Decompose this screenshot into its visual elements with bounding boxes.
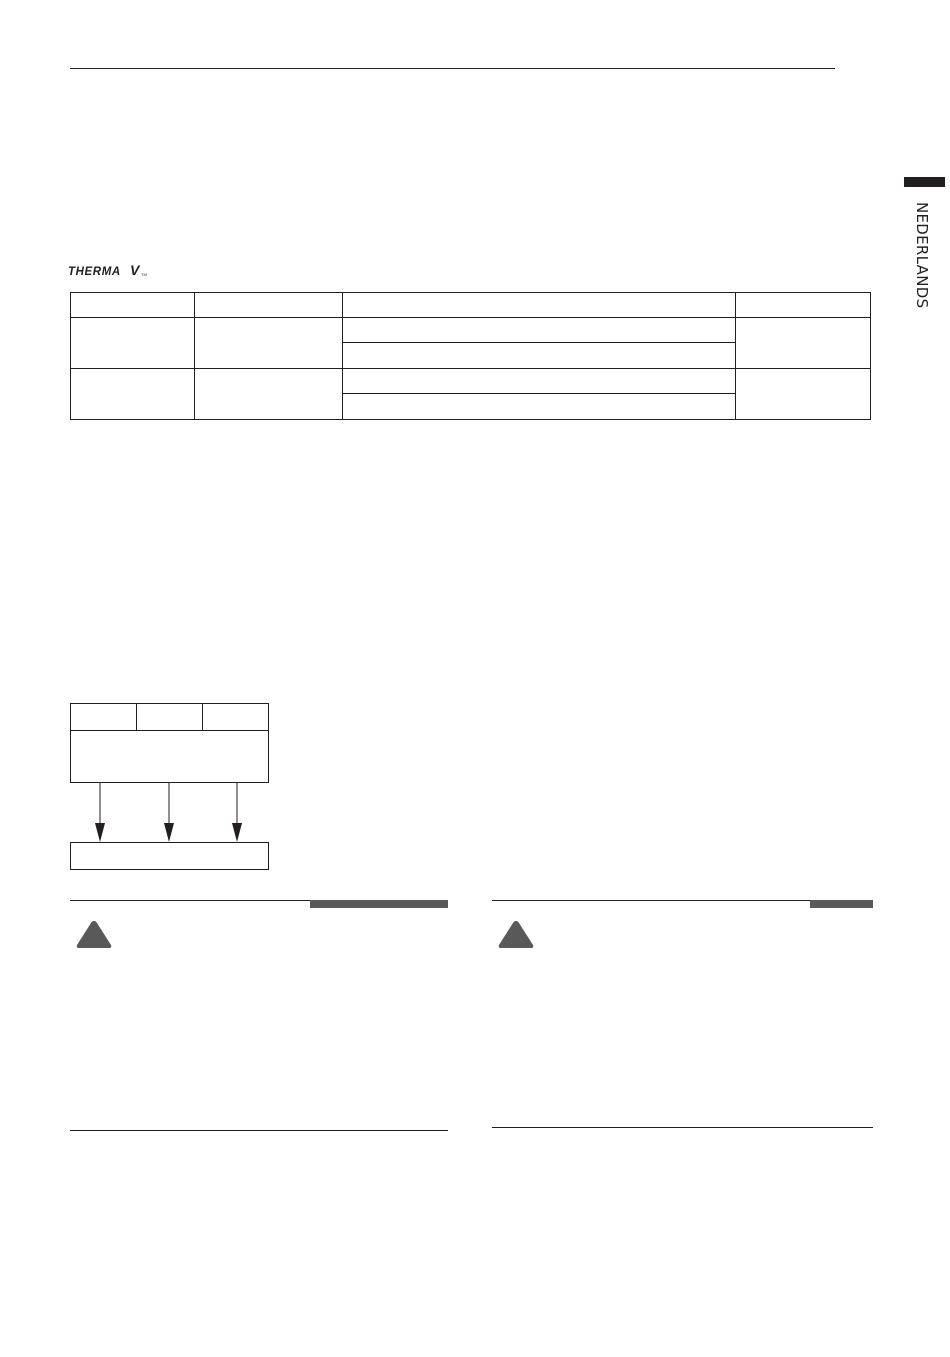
svg-text:THERMA: THERMA	[68, 266, 121, 278]
notice-bottom-rule	[70, 1130, 448, 1131]
table-cell	[736, 369, 871, 420]
therma-v-logo	[68, 262, 168, 278]
flow-middle-box	[70, 730, 269, 783]
table-header-cell	[343, 293, 736, 318]
table-cell	[71, 369, 195, 420]
down-arrow-icon	[232, 783, 242, 842]
table-header-cell	[71, 293, 195, 318]
table-cell	[71, 318, 195, 369]
table-cell	[195, 369, 343, 420]
language-tab-marker	[904, 177, 945, 187]
spec-table	[70, 292, 871, 420]
notice-tag	[810, 900, 873, 908]
flow-bottom-box	[70, 842, 269, 870]
header-rule	[70, 68, 835, 69]
notice-bottom-rule	[492, 1127, 873, 1128]
table-row	[71, 369, 871, 394]
table-cell	[343, 318, 736, 343]
table-header-cell	[736, 293, 871, 318]
down-arrow-icon	[95, 783, 105, 842]
flow-diagram	[70, 703, 270, 871]
flow-top-cell	[70, 703, 137, 731]
table-cell	[195, 318, 343, 369]
language-tab-label: NEDERLANDS	[913, 202, 931, 309]
notice-box	[492, 900, 873, 1130]
table-cell	[736, 318, 871, 369]
table-cell	[343, 394, 736, 420]
warning-icon	[497, 919, 535, 949]
svg-text:TM: TM	[141, 272, 147, 277]
notice-tag	[310, 900, 448, 908]
notice-text	[542, 924, 862, 1104]
table-header-cell	[195, 293, 343, 318]
flow-top-cell	[202, 703, 269, 731]
notice-text	[120, 924, 440, 1104]
table-cell	[343, 369, 736, 394]
flow-arrows	[70, 783, 270, 843]
down-arrow-icon	[164, 783, 174, 842]
svg-text:V: V	[130, 262, 140, 278]
notice-box	[70, 900, 448, 1132]
flow-top-cell	[136, 703, 203, 731]
table-row	[71, 318, 871, 343]
table-cell	[343, 343, 736, 369]
table-header-row	[71, 293, 871, 318]
warning-icon	[75, 919, 113, 949]
